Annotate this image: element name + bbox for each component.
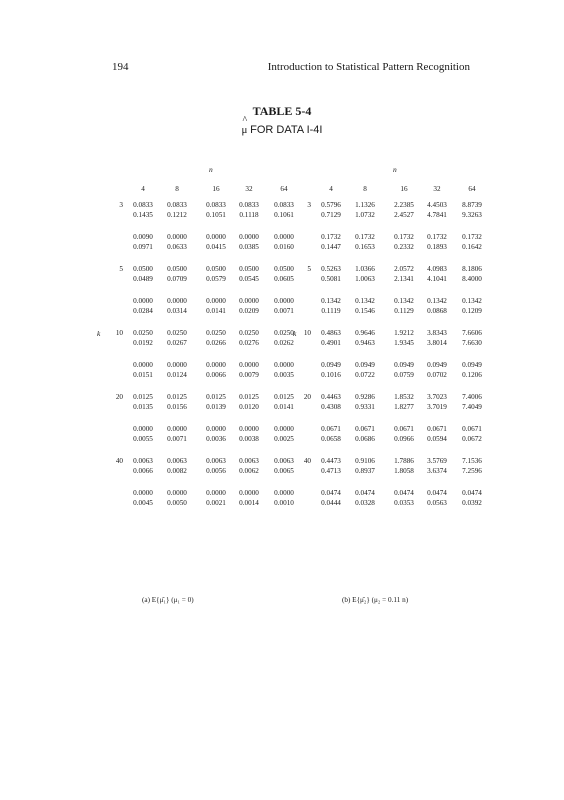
- table-cell: 0.0000: [274, 425, 294, 433]
- table-cell: 0.8937: [355, 467, 375, 475]
- table-cell: 0.0192: [133, 339, 153, 347]
- table-cell: 0.0392: [462, 499, 482, 507]
- table-cell: 0.0000: [167, 297, 187, 305]
- table-cell: 8.4000: [462, 275, 482, 283]
- table-cell: 0.0066: [206, 371, 226, 379]
- table-cell: 0.0833: [274, 201, 294, 209]
- column-header-n-16: 16: [212, 185, 220, 193]
- table-cell: 0.0671: [394, 425, 414, 433]
- k-value-label: 20: [303, 393, 311, 401]
- table-cell: 0.1546: [355, 307, 375, 315]
- table-cell: 0.0000: [274, 297, 294, 305]
- table-cell: 0.0686: [355, 435, 375, 443]
- table-cell: 1.8532: [394, 393, 414, 401]
- table-cell: 0.0250: [167, 329, 187, 337]
- table-cell: 0.0000: [167, 361, 187, 369]
- table-cell: 0.0082: [167, 467, 187, 475]
- column-header-n-4: 4: [141, 185, 145, 193]
- table-cell: 0.0124: [167, 371, 187, 379]
- table-cell: 0.0833: [239, 201, 259, 209]
- table-cell: 0.1119: [321, 307, 341, 315]
- table-cell: 0.5263: [321, 265, 341, 273]
- table-cell: 0.0125: [239, 393, 259, 401]
- table-cell: 0.4713: [321, 467, 341, 475]
- page-number: 194: [112, 61, 129, 73]
- table-cell: 0.0474: [427, 489, 447, 497]
- table-cell: 0.1435: [133, 211, 153, 219]
- table-cell: 3.7019: [427, 403, 447, 411]
- table-cell: 0.0125: [167, 393, 187, 401]
- table-cell: 0.0065: [274, 467, 294, 475]
- table-cell: 0.0262: [274, 339, 294, 347]
- k-value-label: 40: [115, 457, 123, 465]
- table-cell: 0.0000: [133, 297, 153, 305]
- table-cell: 0.0722: [355, 371, 375, 379]
- table-cell: 0.1732: [321, 233, 341, 241]
- table-cell: 0.9286: [355, 393, 375, 401]
- table-cell: 0.0071: [167, 435, 187, 443]
- mu-hat-symbol: ^ μ: [241, 115, 248, 136]
- table-cell: 0.0000: [133, 489, 153, 497]
- running-head: Introduction to Statistical Pattern Recognition: [267, 61, 470, 73]
- table-cell: 1.9212: [394, 329, 414, 337]
- table-cell: 8.8739: [462, 201, 482, 209]
- table-cell: 7.6606: [462, 329, 482, 337]
- table-cell: 0.0833: [206, 201, 226, 209]
- table-cell: 0.0000: [167, 233, 187, 241]
- table-cell: 0.0045: [133, 499, 153, 507]
- table-cell: 0.5796: [321, 201, 341, 209]
- table-cell: 0.0759: [394, 371, 414, 379]
- table-cell: 0.0055: [133, 435, 153, 443]
- table-cell: 0.4901: [321, 339, 341, 347]
- column-header-n-4: 4: [329, 185, 333, 193]
- table-cell: 0.0971: [133, 243, 153, 251]
- table-cell: 1.0063: [355, 275, 375, 283]
- table-cell: 0.0500: [239, 265, 259, 273]
- table-cell: 0.0500: [167, 265, 187, 273]
- table-cell: 0.0135: [133, 403, 153, 411]
- table-cell: 0.0563: [427, 499, 447, 507]
- table-cell: 0.0090: [133, 233, 153, 241]
- table-cell: 0.1129: [394, 307, 414, 315]
- table-cell: 7.1536: [462, 457, 482, 465]
- table-cell: 0.0025: [274, 435, 294, 443]
- table-cell: 0.1342: [355, 297, 375, 305]
- table-cell: 0.0038: [239, 435, 259, 443]
- column-header-n-16: 16: [400, 185, 408, 193]
- table-cell: 0.1732: [462, 233, 482, 241]
- table-cell: 8.1806: [462, 265, 482, 273]
- table-cell: 0.0474: [355, 489, 375, 497]
- table-cell: 0.5081: [321, 275, 341, 283]
- table-cell: 0.1051: [206, 211, 226, 219]
- table-cell: 3.6374: [427, 467, 447, 475]
- table-cell: 0.0605: [274, 275, 294, 283]
- k-value-label: 10: [115, 329, 123, 337]
- table-cell: 0.1342: [462, 297, 482, 305]
- table-cell: 0.0000: [239, 425, 259, 433]
- table-cell: 0.0063: [239, 457, 259, 465]
- table-cell: 0.1118: [239, 211, 259, 219]
- table-cell: 0.1342: [394, 297, 414, 305]
- table-cell: 0.0671: [427, 425, 447, 433]
- table-cell: 1.0366: [355, 265, 375, 273]
- table-cell: 3.7023: [427, 393, 447, 401]
- table-cell: 0.0000: [239, 361, 259, 369]
- table-cell: 0.1016: [321, 371, 341, 379]
- table-cell: 0.0000: [274, 233, 294, 241]
- table-cell: 0.0000: [239, 489, 259, 497]
- column-header-n-64: 64: [468, 185, 476, 193]
- table-cell: 3.8343: [427, 329, 447, 337]
- table-cell: 0.0250: [206, 329, 226, 337]
- table-cell: 0.0833: [167, 201, 187, 209]
- table-cell: 0.0035: [274, 371, 294, 379]
- table-cell: 0.0139: [206, 403, 226, 411]
- table-cell: 0.0633: [167, 243, 187, 251]
- table-cell: 0.1342: [321, 297, 341, 305]
- table-cell: 0.0702: [427, 371, 447, 379]
- k-value-label: 10: [303, 329, 311, 337]
- table-cell: 0.0500: [274, 265, 294, 273]
- table-cell: 0.4463: [321, 393, 341, 401]
- table-subtitle: [0, 115, 564, 136]
- table-cell: 0.0949: [427, 361, 447, 369]
- table-cell: 2.0572: [394, 265, 414, 273]
- table-cell: 0.0500: [206, 265, 226, 273]
- table-cell: 0.0500: [133, 265, 153, 273]
- table-cell: 0.0949: [321, 361, 341, 369]
- table-cell: 1.8277: [394, 403, 414, 411]
- table-cell: 0.1642: [462, 243, 482, 251]
- table-cell: 0.0709: [167, 275, 187, 283]
- table-cell: 0.0328: [355, 499, 375, 507]
- table-cell: 0.0000: [206, 233, 226, 241]
- table-cell: 0.4473: [321, 457, 341, 465]
- table-cell: 0.0000: [133, 425, 153, 433]
- n-axis-label: n: [209, 165, 213, 174]
- panel-caption: (b) E{μ̂₂} (μ₂ = 0.11 n): [342, 596, 409, 604]
- n-axis-label: n: [393, 165, 397, 174]
- table-cell: 0.1061: [274, 211, 294, 219]
- column-header-n-8: 8: [363, 185, 367, 193]
- table-cell: 0.0474: [394, 489, 414, 497]
- table-cell: 1.7886: [394, 457, 414, 465]
- table-cell: 0.4863: [321, 329, 341, 337]
- k-value-label: 20: [115, 393, 123, 401]
- k-value-label: 5: [119, 265, 123, 273]
- table-cell: 0.0000: [239, 233, 259, 241]
- table-cell: 0.1732: [394, 233, 414, 241]
- table-cell: 0.0056: [206, 467, 226, 475]
- table-cell: 0.1732: [427, 233, 447, 241]
- table-cell: 9.3263: [462, 211, 482, 219]
- table-cell: 0.0672: [462, 435, 482, 443]
- table-cell: 0.0036: [206, 435, 226, 443]
- table-cell: 0.0071: [274, 307, 294, 315]
- table-cell: 1.1326: [355, 201, 375, 209]
- table-cell: 7.2596: [462, 467, 482, 475]
- table-cell: 0.0000: [167, 425, 187, 433]
- table-cell: 0.0000: [167, 489, 187, 497]
- k-axis-label: k: [97, 329, 101, 338]
- table-cell: 0.0385: [239, 243, 259, 251]
- table-cell: 1.8058: [394, 467, 414, 475]
- table-cell: 0.0125: [206, 393, 226, 401]
- table-cell: 0.0949: [462, 361, 482, 369]
- table-cell: 3.5769: [427, 457, 447, 465]
- table-cell: 0.0671: [355, 425, 375, 433]
- table-cell: 0.1212: [167, 211, 187, 219]
- k-axis-label: k: [293, 329, 297, 338]
- table-cell: 0.0063: [167, 457, 187, 465]
- table-cell: 0.0250: [274, 329, 294, 337]
- table-cell: 0.0156: [167, 403, 187, 411]
- table-cell: 0.1653: [355, 243, 375, 251]
- table-cell: 0.0545: [239, 275, 259, 283]
- table-cell: 0.0010: [274, 499, 294, 507]
- table-cell: 0.0671: [462, 425, 482, 433]
- table-cell: 7.6630: [462, 339, 482, 347]
- table-cell: 1.9345: [394, 339, 414, 347]
- table-cell: 0.0868: [427, 307, 447, 315]
- table-cell: 0.0014: [239, 499, 259, 507]
- table-cell: 0.0000: [274, 361, 294, 369]
- table-cell: 7.4006: [462, 393, 482, 401]
- table-cell: 3.8014: [427, 339, 447, 347]
- table-cell: 0.0966: [394, 435, 414, 443]
- table-cell: 0.0949: [355, 361, 375, 369]
- table-cell: 0.9106: [355, 457, 375, 465]
- table-cell: 0.0000: [206, 489, 226, 497]
- table-cell: 0.0415: [206, 243, 226, 251]
- table-cell: 0.0658: [321, 435, 341, 443]
- k-value-label: 3: [307, 201, 311, 209]
- table-cell: 0.0125: [133, 393, 153, 401]
- table-cell: 0.0579: [206, 275, 226, 283]
- table-cell: 0.0063: [274, 457, 294, 465]
- table-cell: 0.0000: [239, 297, 259, 305]
- table-cell: 0.0267: [167, 339, 187, 347]
- table-cell: 0.0000: [206, 361, 226, 369]
- table-cell: 0.0444: [321, 499, 341, 507]
- table-cell: 0.7129: [321, 211, 341, 219]
- table-cell: 0.0250: [133, 329, 153, 337]
- panel-caption: (a) E{μ̂₁} (μ₁ = 0): [142, 596, 194, 604]
- table-cell: 0.0021: [206, 499, 226, 507]
- table-cell: 0.0151: [133, 371, 153, 379]
- table-cell: 2.1341: [394, 275, 414, 283]
- table-cell: 0.0833: [133, 201, 153, 209]
- table-cell: 0.1447: [321, 243, 341, 251]
- table-cell: 0.0000: [274, 489, 294, 497]
- column-header-n-8: 8: [175, 185, 179, 193]
- table-cell: 0.0000: [206, 297, 226, 305]
- column-header-n-64: 64: [280, 185, 288, 193]
- table-cell: 0.0000: [206, 425, 226, 433]
- table-cell: 0.1206: [462, 371, 482, 379]
- table-cell: 0.0474: [321, 489, 341, 497]
- table-cell: 4.7841: [427, 211, 447, 219]
- table-cell: 0.0250: [239, 329, 259, 337]
- table-cell: 0.0063: [206, 457, 226, 465]
- table-cell: 0.9331: [355, 403, 375, 411]
- table-title: TABLE 5-4: [252, 104, 312, 118]
- table-cell: 0.0266: [206, 339, 226, 347]
- table-cell: 0.0276: [239, 339, 259, 347]
- table-cell: 0.0160: [274, 243, 294, 251]
- table-cell: 0.0489: [133, 275, 153, 283]
- table-cell: 0.0000: [133, 361, 153, 369]
- table-cell: 1.0732: [355, 211, 375, 219]
- table-cell: 0.1342: [427, 297, 447, 305]
- table-cell: 0.0314: [167, 307, 187, 315]
- table-cell: 0.0141: [274, 403, 294, 411]
- table-cell: 0.0063: [133, 457, 153, 465]
- table-cell: 0.0050: [167, 499, 187, 507]
- table-cell: 0.0594: [427, 435, 447, 443]
- table-cell: 4.1041: [427, 275, 447, 283]
- table-cell: 0.1209: [462, 307, 482, 315]
- column-header-n-32: 32: [433, 185, 441, 193]
- table-cell: 0.4308: [321, 403, 341, 411]
- table-cell: 0.0474: [462, 489, 482, 497]
- table-cell: 0.0209: [239, 307, 259, 315]
- k-value-label: 5: [307, 265, 311, 273]
- table-cell: 0.0125: [274, 393, 294, 401]
- table-cell: 0.0062: [239, 467, 259, 475]
- table-cell: 0.1732: [355, 233, 375, 241]
- table-cell: 4.4503: [427, 201, 447, 209]
- table-cell: 0.0120: [239, 403, 259, 411]
- k-value-label: 40: [303, 457, 311, 465]
- table-cell: 2.4527: [394, 211, 414, 219]
- table-cell: 0.9646: [355, 329, 375, 337]
- table-cell: 4.0983: [427, 265, 447, 273]
- table-cell: 0.0079: [239, 371, 259, 379]
- table-cell: 7.4049: [462, 403, 482, 411]
- table-cell: 2.2385: [394, 201, 414, 209]
- table-cell: 0.2332: [394, 243, 414, 251]
- table-cell: 0.0671: [321, 425, 341, 433]
- table-cell: 0.0141: [206, 307, 226, 315]
- table-cell: 0.1893: [427, 243, 447, 251]
- column-header-n-32: 32: [245, 185, 253, 193]
- subtitle-text: FOR DATA I-4I: [250, 124, 323, 136]
- table-cell: 0.0066: [133, 467, 153, 475]
- table-cell: 0.0353: [394, 499, 414, 507]
- k-value-label: 3: [119, 201, 123, 209]
- table-cell: 0.9463: [355, 339, 375, 347]
- table-cell: 0.0284: [133, 307, 153, 315]
- table-cell: 0.0949: [394, 361, 414, 369]
